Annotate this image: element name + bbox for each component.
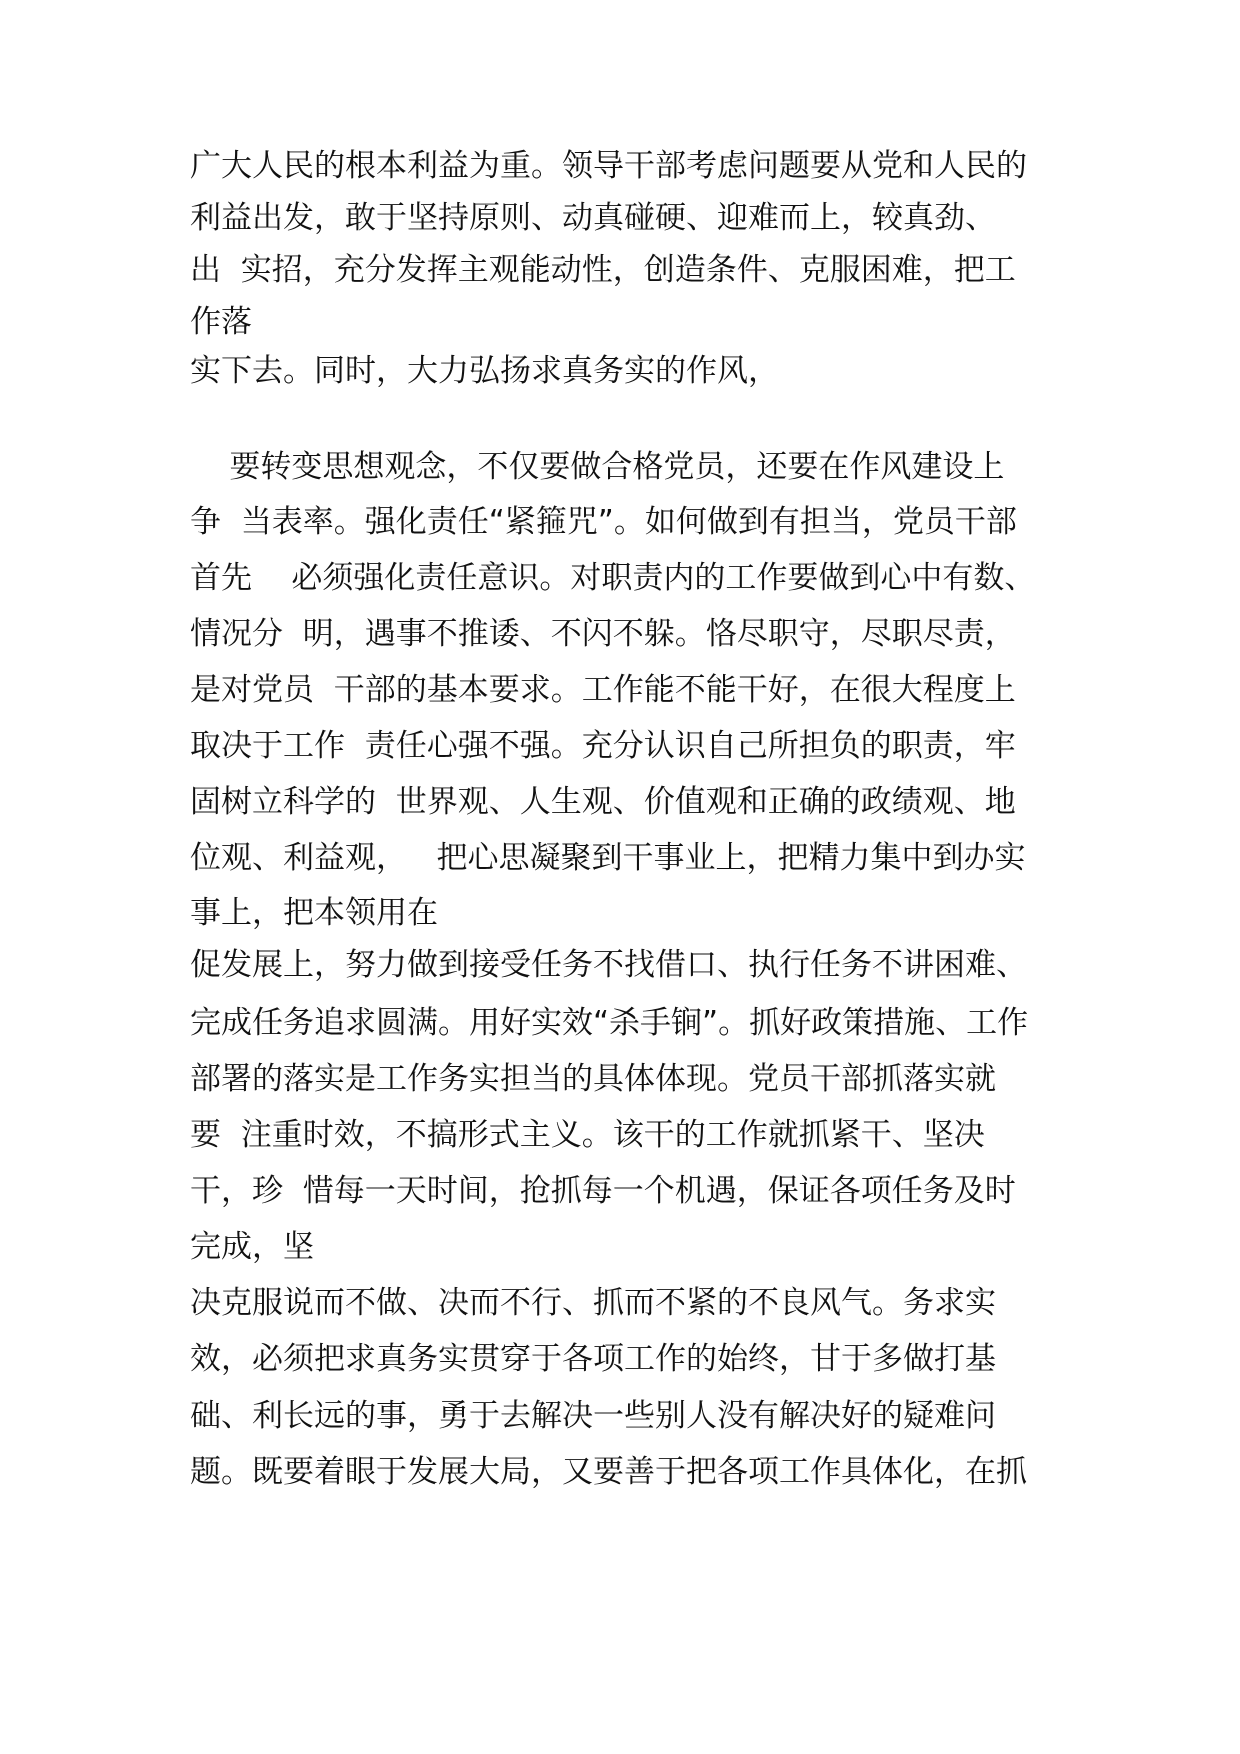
- text-line: 促发展上，努力做到接受任务不找借口、执行任务不讲困难、: [190, 947, 1027, 983]
- text-line: 首先 必须强化责任意识。对职责内的工作要做到心中有数、: [190, 560, 1036, 596]
- text-line: 争 当表率。强化责任“紧箍咒”。如何做到有担当，党员干部: [190, 504, 1017, 540]
- text-line: 出 实招，充分发挥主观能动性，创造条件、克服困难，把工: [190, 252, 1016, 288]
- text-line: 利益出发，敢于坚持原则、动真碰硬、迎难而上，较真劲、: [190, 200, 996, 236]
- text-line: 位观、利益观， 把心思凝聚到干事业上，把精力集中到办实: [190, 840, 1026, 876]
- text-line: 作落: [190, 304, 252, 340]
- text-line: 广大人民的根本利益为重。领导干部考虑问题要从党和人民的: [190, 148, 1027, 184]
- text-line: 固树立科学的 世界观、人生观、价值观和正确的政绩观、地: [190, 784, 1016, 820]
- text-line: 完成，坚: [190, 1229, 314, 1265]
- text-line: 事上，把本领用在: [190, 895, 438, 931]
- text-line: 情况分 明，遇事不推诿、不闪不躲。恪尽职守，尽职尽责，: [190, 616, 1016, 652]
- text-line: 要 注重时效，不搞形式主义。该干的工作就抓紧干、坚决: [190, 1117, 985, 1153]
- text-line: 要转变思想观念，不仅要做合格党员，还要在作风建设上: [190, 449, 1005, 485]
- text-line: 题。既要着眼于发展大局，又要善于把各项工作具体化，在抓: [190, 1454, 1027, 1490]
- text-line: 完成任务追求圆满。用好实效“杀手锏”。抓好政策措施、工作: [190, 1005, 1029, 1041]
- text-line: 础、利长远的事，勇于去解决一些别人没有解决好的疑难问: [190, 1398, 996, 1434]
- text-line: 部署的落实是工作务实担当的具体体现。党员干部抓落实就: [190, 1061, 996, 1097]
- text-line: 效，必须把求真务实贯穿于各项工作的始终，甘于多做打基: [190, 1341, 996, 1377]
- text-line: 取决于工作 责任心强不强。充分认识自己所担负的职责，牢: [190, 728, 1016, 764]
- text-line: 干，珍 惜每一天时间，抢抓每一个机遇，保证各项任务及时: [190, 1173, 1016, 1209]
- text-line: 实下去。同时，大力弘扬求真务实的作风，: [190, 353, 779, 389]
- text-line: 是对党员 干部的基本要求。工作能不能干好，在很大程度上: [190, 672, 1016, 708]
- text-line: 决克服说而不做、决而不行、抓而不紧的不良风气。务求实: [190, 1285, 996, 1321]
